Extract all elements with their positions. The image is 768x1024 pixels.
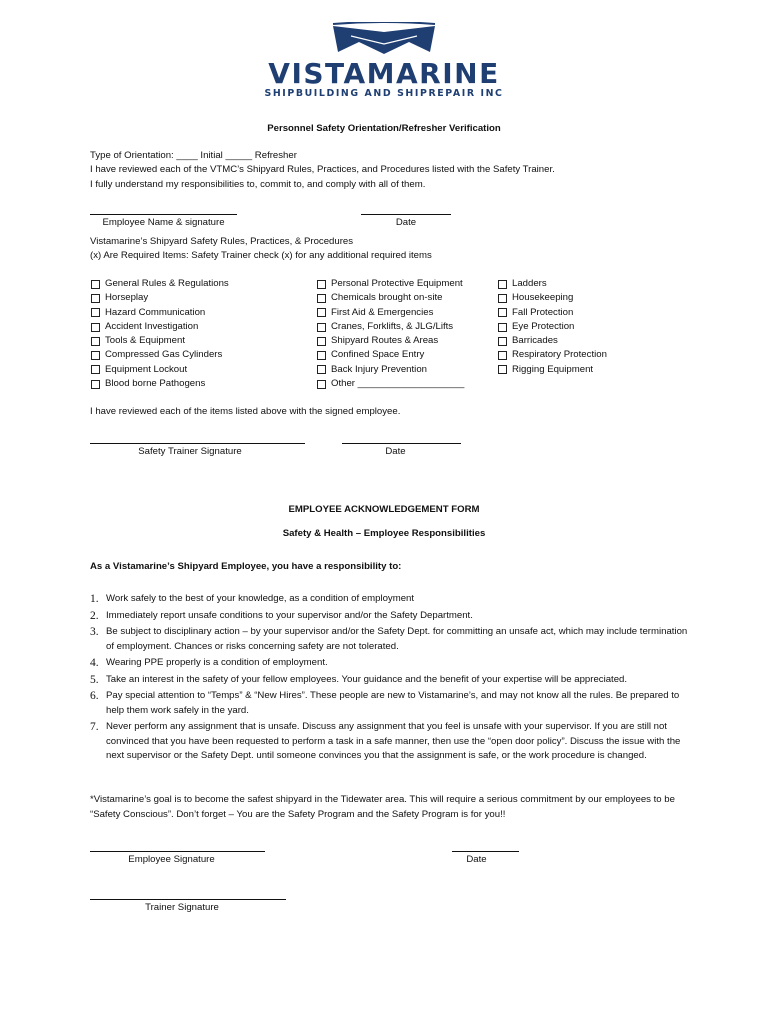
checkbox[interactable] <box>498 365 507 374</box>
trainer-date-block <box>342 442 461 459</box>
employee-signature-block <box>90 213 237 230</box>
checklist-item-label: Shipyard Routes & Areas <box>331 335 439 347</box>
checklist-item-label: General Rules & Regulations <box>105 277 229 289</box>
checkbox[interactable] <box>317 337 326 346</box>
orientation-commit-line: I fully understand my responsibilities to, commit to, and comply with all of them. <box>90 178 426 190</box>
checkbox[interactable] <box>498 280 507 289</box>
responsibility-number: 7. <box>90 721 99 733</box>
checklist-column-3 <box>498 277 607 377</box>
checklist-item-label: Fall Protection <box>512 306 574 318</box>
responsibility-item <box>90 656 690 671</box>
checkbox[interactable] <box>317 323 326 332</box>
checklist-item[interactable] <box>317 306 464 320</box>
checklist-item-label: Respiratory Protection <box>512 349 607 361</box>
checklist-column-1 <box>91 277 229 391</box>
checklist-item-label: Ladders <box>512 277 547 289</box>
checklist-item[interactable] <box>91 277 229 291</box>
final-employee-signature-label: Employee Signature <box>128 854 215 865</box>
final-date-block <box>452 850 519 867</box>
checklist-item[interactable] <box>91 291 229 305</box>
checkbox[interactable] <box>317 365 326 374</box>
responsibility-number: 5. <box>90 673 99 686</box>
checkbox[interactable] <box>317 308 326 317</box>
checklist-item-label: Confined Space Entry <box>331 349 425 361</box>
responsibility-text: Take an interest in the safety of your fellow employees. Your guidance and the benefit of your expertise will be appreciated. <box>106 673 628 685</box>
checkbox[interactable] <box>498 337 507 346</box>
final-date-label: Date <box>466 854 487 865</box>
final-trainer-signature-line[interactable] <box>90 898 286 900</box>
responsibility-number: 2. <box>90 609 99 622</box>
checklist-item[interactable] <box>498 277 607 291</box>
checklist-item-label: Cranes, Forklifts, & JLG/Lifts <box>331 320 454 332</box>
checkbox[interactable] <box>498 308 507 317</box>
responsibility-text: Be subject to disciplinary action – by your supervisor and/or the Safety Dept. for committing an unsafe act, which may include termination of employment. Chances or risks concerning safety are not tolerated. <box>106 626 688 652</box>
checkbox[interactable] <box>498 294 507 303</box>
responsibility-item <box>90 592 690 607</box>
checklist-column-2 <box>317 277 464 391</box>
responsibility-text: Work safely to the best of your knowledge, as a condition of employment <box>106 593 415 604</box>
form-title: Personnel Safety Orientation/Refresher Verification <box>267 123 501 134</box>
responsibility-text: Immediately report unsafe conditions to your supervisor and/or the Safety Department. <box>106 609 473 621</box>
checklist-item[interactable] <box>317 320 464 334</box>
final-employee-signature-block <box>90 850 265 867</box>
acknowledgement-subtitle: Safety & Health – Employee Responsibilities <box>282 528 486 539</box>
company-logo <box>0 22 768 98</box>
checklist-item[interactable] <box>91 377 229 391</box>
checklist-item-label: Back Injury Prevention <box>331 363 427 375</box>
checklist-item[interactable] <box>91 334 229 348</box>
checklist-item-label: Equipment Lockout <box>105 363 188 375</box>
checkbox[interactable] <box>91 365 100 374</box>
checklist-item[interactable] <box>317 277 464 291</box>
checklist-item[interactable] <box>317 348 464 362</box>
final-employee-signature-line[interactable] <box>90 850 265 852</box>
checklist-item[interactable] <box>498 334 607 348</box>
orientation-type-line: Type of Orientation: ____ Initial _____ Refresher <box>90 150 297 161</box>
trainer-date-line[interactable] <box>342 442 461 444</box>
rules-note: (x) Are Required Items: Safety Trainer check (x) for any additional required items <box>90 250 432 261</box>
checklist-item[interactable] <box>317 363 464 377</box>
responsibility-item <box>90 720 690 764</box>
final-trainer-signature-block <box>90 898 286 915</box>
checkbox[interactable] <box>317 351 326 360</box>
checklist-item-label: Chemicals brought on-site <box>331 292 443 304</box>
checklist-item-label: Personal Protective Equipment <box>331 277 463 289</box>
checklist-item[interactable] <box>498 320 607 334</box>
checkbox[interactable] <box>91 323 100 332</box>
responsibility-item <box>90 625 690 654</box>
checklist-item[interactable] <box>498 291 607 305</box>
responsibility-item <box>90 673 690 688</box>
checklist-item-label: Rigging Equipment <box>512 363 594 375</box>
checklist-item-label: Tools & Equipment <box>105 335 185 347</box>
checkbox[interactable] <box>317 294 326 303</box>
responsibility-item <box>90 609 690 624</box>
employee-signature-label: Employee Name & signature <box>102 217 225 228</box>
checklist-item[interactable] <box>91 320 229 334</box>
checklist-item[interactable] <box>498 363 607 377</box>
trainer-signature-line[interactable] <box>90 442 305 444</box>
responsibility-text: Wearing PPE properly is a condition of employment. <box>106 657 328 668</box>
checkbox[interactable] <box>91 308 100 317</box>
brand-tagline: SHIPBUILDING AND SHIPREPAIR INC <box>264 88 504 99</box>
goal-statement: *Vistamarine’s goal is to become the safest shipyard in the Tidewater area. This will require a serious commitment by our employees to be “Safety Conscious”. Don’t forget – You are the Safety Program and the Safety Program is for you!! <box>90 794 675 820</box>
checklist-item[interactable] <box>317 291 464 305</box>
employee-signature-line[interactable] <box>90 213 237 215</box>
ship-emblem-icon <box>329 22 439 58</box>
trainer-date-label: Date <box>385 446 406 457</box>
checklist-item-label: First Aid & Emergencies <box>331 306 434 318</box>
responsibility-number: 1. <box>90 593 99 605</box>
responsibility-number: 4. <box>90 657 99 669</box>
responsibilities-list <box>90 592 690 766</box>
acknowledgement-lead: As a Vistamarine’s Shipyard Employee, you have a responsibility to: <box>90 561 402 572</box>
brand-name: VISTAMARINE <box>268 57 500 90</box>
checklist-item-label: Blood borne Pathogens <box>105 378 206 390</box>
responsibility-item <box>90 689 690 718</box>
checklist-item-label: Barricades <box>512 335 558 347</box>
checkbox[interactable] <box>317 280 326 289</box>
checklist-item[interactable] <box>91 306 229 320</box>
checkbox[interactable] <box>498 351 507 360</box>
checklist-item-label: Accident Investigation <box>105 320 199 332</box>
checklist-item-label: Compressed Gas Cylinders <box>105 349 223 361</box>
checklist-item[interactable] <box>91 363 229 377</box>
checkbox[interactable] <box>91 380 100 389</box>
responsibility-text: Pay special attention to “Temps” & “New Hires”. These people are new to Vistamarine’s, and may not know all the rules. Be prepared to help them work safely in the yard. <box>106 690 680 716</box>
acknowledgement-title: EMPLOYEE ACKNOWLEDGEMENT FORM <box>288 504 480 515</box>
reviewed-statement: I have reviewed each of the items listed above with the signed employee. <box>90 406 401 417</box>
trainer-signature-block <box>90 442 305 459</box>
checklist-item[interactable] <box>498 348 607 362</box>
rules-heading: Vistamarine’s Shipyard Safety Rules, Practices, & Procedures <box>90 236 354 247</box>
checklist-item[interactable] <box>498 306 607 320</box>
checklist-item[interactable] <box>91 348 229 362</box>
responsibility-text: Never perform any assignment that is unsafe. Discuss any assignment that you feel is unsafe with your supervisor. If you are still not convinced that you have been requested to perform a task in a safe manner, then use the “open door policy”. Discuss the issue with the next supervisor or the Safety Dept. until someone convinces you that the assignment is safe, or the work procedure is changed. <box>106 721 681 761</box>
employee-date-label: Date <box>395 217 417 228</box>
final-date-line[interactable] <box>452 850 519 852</box>
orientation-review-line: I have reviewed each of the VTMC’s Shipyard Rules, Practices, and Procedures listed with the Safety Trainer. <box>90 164 555 176</box>
checkbox[interactable] <box>91 351 100 360</box>
employee-date-block <box>361 213 451 230</box>
checklist-item-label: Housekeeping <box>512 292 574 304</box>
checkbox[interactable] <box>317 380 326 389</box>
checklist-item-label: Hazard Communication <box>105 306 206 318</box>
checkbox[interactable] <box>91 280 100 289</box>
trainer-signature-label: Safety Trainer Signature <box>138 446 242 457</box>
checklist-item[interactable] <box>317 334 464 348</box>
employee-date-line[interactable] <box>361 213 451 215</box>
checkbox[interactable] <box>91 294 100 303</box>
checkbox[interactable] <box>498 323 507 332</box>
responsibility-number: 6. <box>90 690 99 702</box>
checklist-item[interactable] <box>317 377 464 391</box>
responsibility-number: 3. <box>90 626 99 638</box>
orientation-section <box>90 149 555 192</box>
checklist-item-label: Eye Protection <box>512 320 575 332</box>
final-trainer-signature-label: Trainer Signature <box>145 902 219 913</box>
checkbox[interactable] <box>91 337 100 346</box>
checklist-item-label: Other ____________________ <box>331 378 465 390</box>
checklist-item-label: Horseplay <box>105 292 149 304</box>
